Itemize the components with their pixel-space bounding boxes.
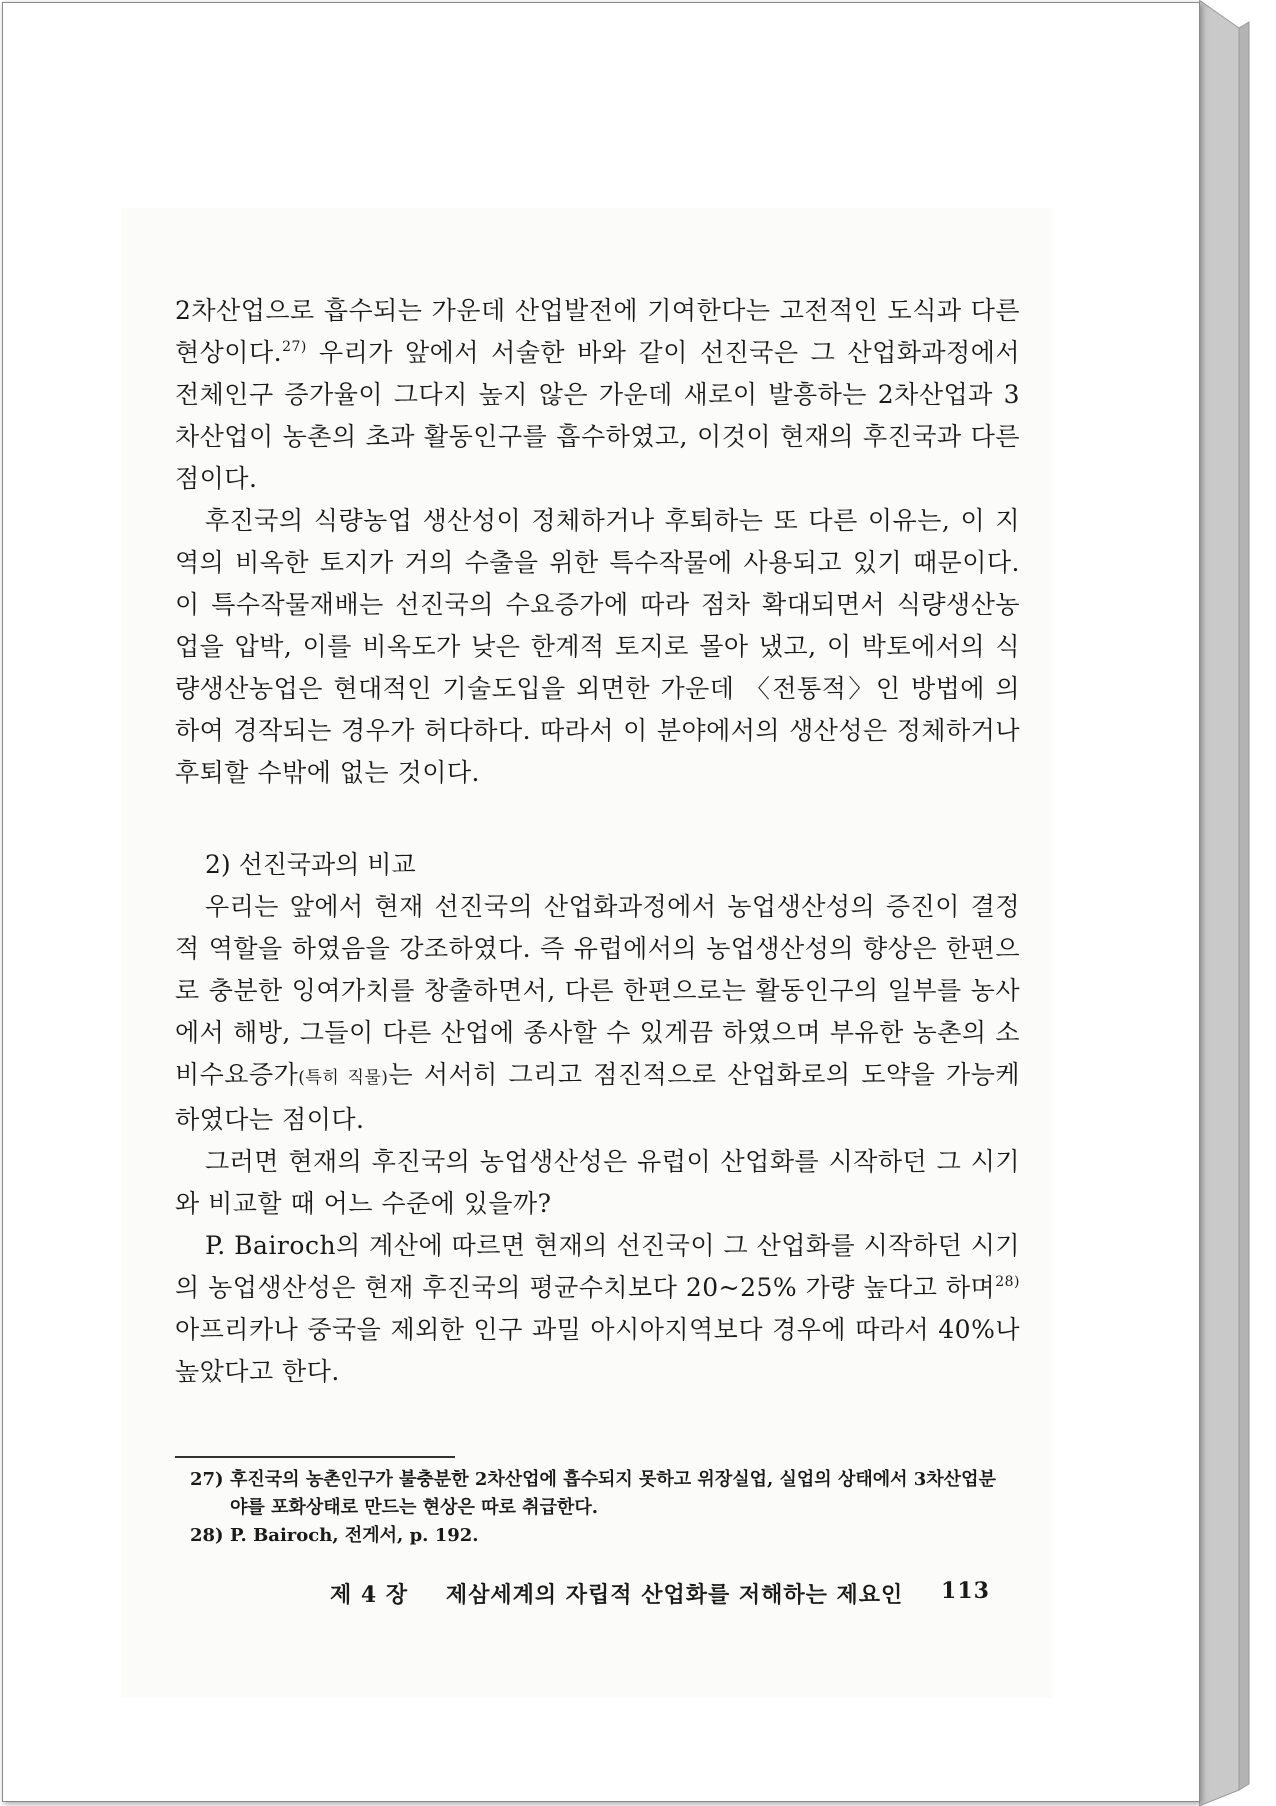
- section-heading: 2) 선진국과의 비교: [205, 850, 416, 879]
- paragraph-3-text: 우리는 앞에서 현재 선진국의 산업화과정에서 농업생산성의 증진이 결정적 역할을 하였음을 강조하였다. 즉 유럽에서의 농업생산성의 향상은 한편으로 충분한 잉여가치를 창출하면서, 다른 한편으로는 활동인구의 일부를 농사에서 해방, 그들이 다른 산업에 종사할 수 있게끔 하였으며 부유한 농촌의 소비수요증가: [175, 892, 1020, 1089]
- body-text: [175, 290, 1020, 1393]
- footnote-27: [190, 1466, 1010, 1522]
- paragraph-4: 그러면 현재의 후진국의 농업생산성은 유럽이 산업화를 시작하던 그 시기와 비교할 때 어느 수준에 있을까?: [175, 1147, 1020, 1218]
- footnote-text: P. Bairoch, 전게서, p. 192.: [230, 1525, 479, 1546]
- paragraph-1-text: 2차산업으로 흡수되는 가운데 산업발전에 기여한다는 고전적인 도식과 다른 현상이다.: [175, 296, 1020, 367]
- footnote-number: 27): [190, 1469, 224, 1490]
- footnote-ref-28[interactable]: 28): [995, 1274, 1020, 1290]
- paragraph-2: 후진국의 식량농업 생산성이 정체하거나 후퇴하는 또 다른 이유는, 이 지역의 비옥한 토지가 거의 수출을 위한 특수작물에 사용되고 있기 때문이다. 이 특수작물재배는 선진국의 수요증가에 따라 점차 확대되면서 식량생산농업을 압박, 이를 비옥도가 낮은 한계적 토지로 몰아 냈고, 이 박토에서의 식량생산농업은 현대적인 기술도입을 외면한 가운데 〈전통적〉인 방법에 의하여 경작되는 경우가 허다하다. 따라서 이 분야에서의 생산성은 정체하거나 후퇴할 수밖에 없는 것이다.: [175, 506, 1020, 787]
- paragraph-3-continued: 는 서서히 그리고 점진적으로 산업화로의 도약을 가능케 하였다는 점이다.: [175, 1060, 1021, 1134]
- paragraph-3-small: (특히 직물): [298, 1068, 389, 1088]
- footnote-divider: [175, 1456, 455, 1458]
- book-spine: [1199, 0, 1251, 1806]
- footnote-28: [190, 1522, 1010, 1550]
- paragraph-1: [175, 290, 1020, 500]
- running-footer: [330, 1578, 990, 1609]
- page-number: 113: [941, 1578, 990, 1604]
- footnote-number: 28): [190, 1525, 224, 1546]
- paragraph-5-continued: 아프리카나 중국을 제외한 인구 과밀 아시아지역보다 경우에 따라서 40%나 높았다고 한다.: [175, 1315, 1020, 1386]
- paragraph-5: [175, 1225, 1020, 1393]
- footnote-text: 후진국의 농촌인구가 불충분한 2차산업에 흡수되지 못하고 위장실업, 실업의 상태에서 3차산업분야를 포화상태로 만드는 현상은 따로 취급한다.: [230, 1469, 996, 1518]
- footnote-ref-27[interactable]: 27): [282, 339, 307, 355]
- chapter-title: 제삼세계의 자립적 산업화를 저해하는 제요인: [445, 1582, 904, 1608]
- chapter-label: 제 4 장: [330, 1582, 409, 1608]
- paragraph-3: [175, 886, 1020, 1141]
- paragraph-1-continued: 우리가 앞에서 서술한 바와 같이 선진국은 그 산업화과정에서 전체인구 증가율이 그다지 높지 않은 가운데 새로이 발흥하는 2차산업과 3차산업이 농촌의 초과 활동인구를 흡수하였고, 이것이 현재의 후진국과 다른 점이다.: [175, 338, 1020, 493]
- footnotes: [190, 1466, 1010, 1550]
- paragraph-5-text: P. Bairoch의 계산에 따르면 현재의 선진국이 그 산업화를 시작하던 시기의 농업생산성은 현재 후진국의 평균수치보다 20~25% 가량 높다고 하며: [175, 1231, 1020, 1302]
